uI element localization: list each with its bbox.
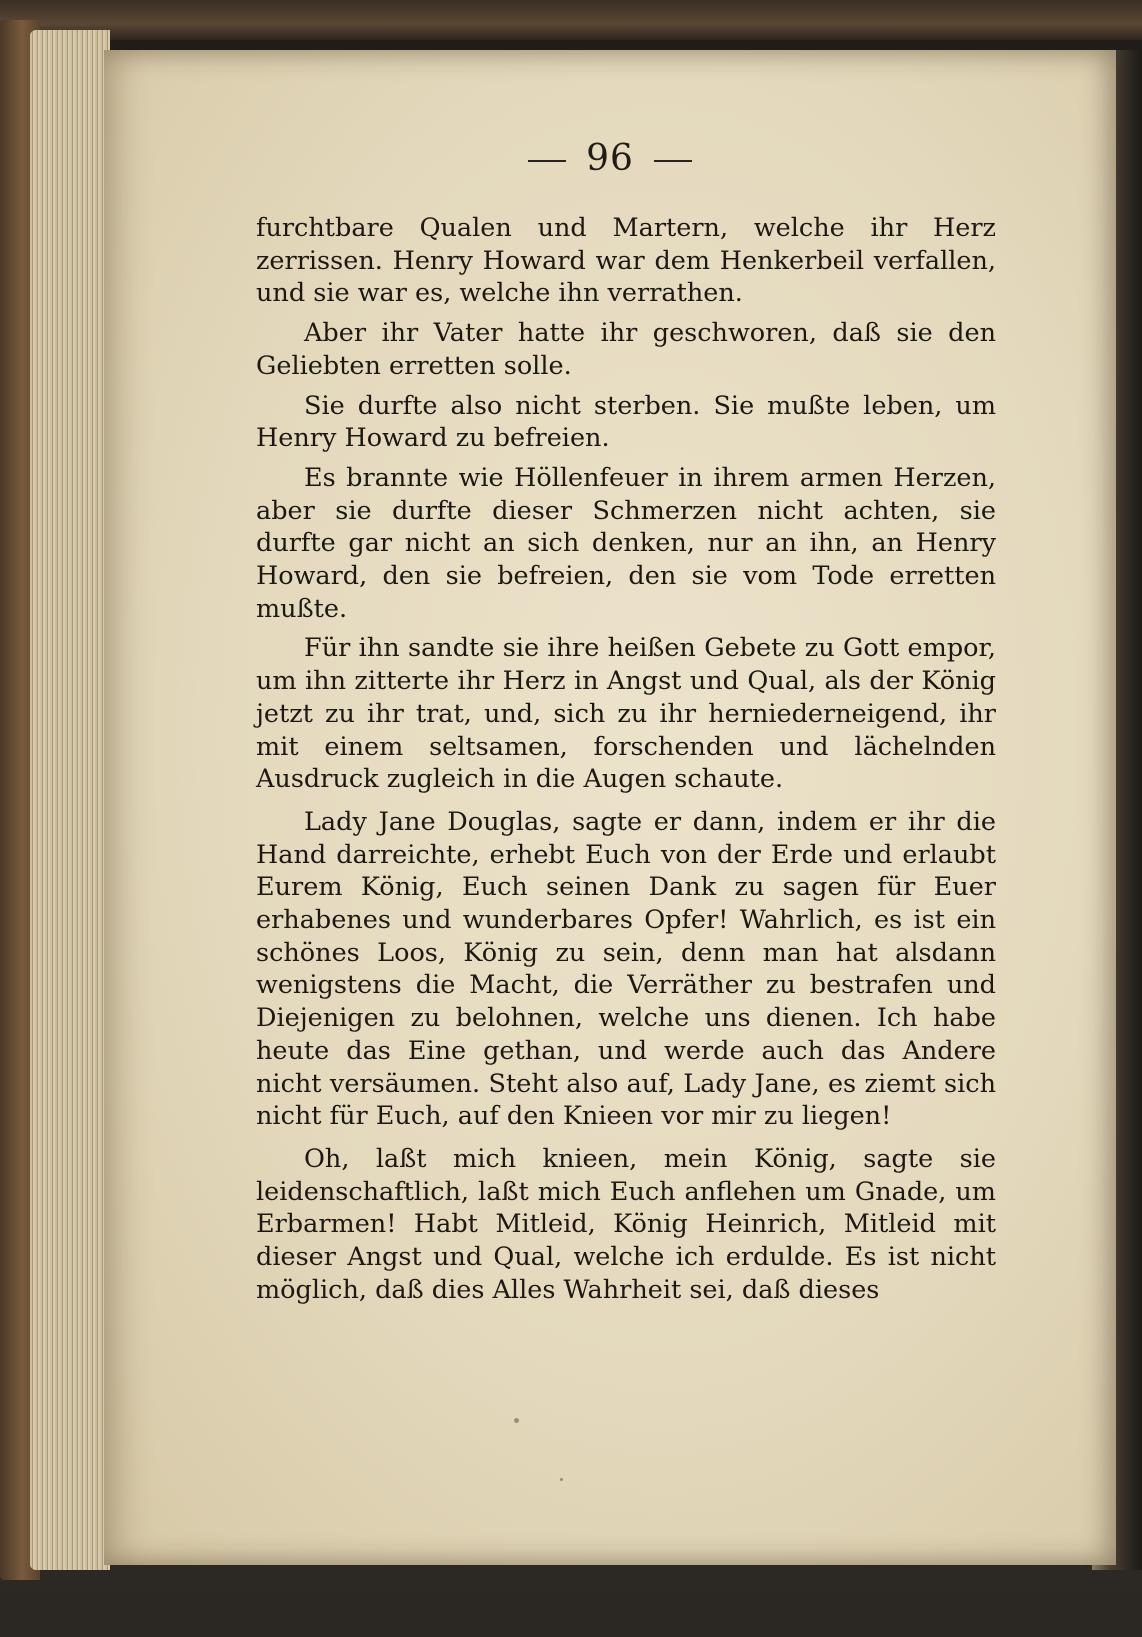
page-edges	[30, 30, 110, 1570]
paragraph-6: Lady Jane Douglas, sagte er dann, indem er ihr die Hand darreichte, erhebt Euch von der Erde und erlaubt Eurem König, Euch seinen Dank zu sagen für Euer erhabenes und wunderbares Opfer! Wahrlich, es ist ein schönes Loos, König zu sein, denn man hat alsdann wenigstens die Macht, die Verräther zu bestrafen und Diejenigen zu belohnen, welche uns dienen. Ich habe heute das Eine gethan, und werde auch das Andere nicht versäumen. Steht also auf, Lady Jane, es ziemt sich nicht für Euch, auf den Knieen vor mir zu liegen!	[256, 806, 996, 1132]
header-dash-left	[528, 160, 566, 162]
book-cover-top	[0, 0, 1142, 40]
paragraph-4: Es brannte wie Höllenfeuer in ihrem armen Herzen, aber sie durfte dieser Schmerzen nicht achten, sie durfte gar nicht an sich denken, nur an ihn, an Henry Howard, den sie befreien, den sie vom Tode erretten mußte.	[256, 462, 996, 624]
paragraph-3: Sie durfte also nicht sterben. Sie mußte leben, um Henry Howard zu befreien.	[256, 390, 996, 454]
paper-speck	[514, 1418, 519, 1423]
page-number: 96	[586, 138, 634, 179]
book-page	[104, 50, 1116, 1565]
paragraph-5: Für ihn sandte sie ihre heißen Gebete zu Gott empor, um ihn zitterte ihr Herz in Angst und Qual, als der König jetzt zu ihr trat, und, sich zu ihr herniederneigend, ihr mit einem seltsamen, forschenden und lächelnden Ausdruck zugleich in die Augen schaute.	[256, 633, 996, 795]
paragraph-1: furchtbare Qualen und Martern, welche ihr Herz zerrissen. Henry Howard war dem Henkerbeil verfallen, und sie war es, welche ihn verrathen.	[256, 213, 996, 309]
paragraph-7: Oh, laßt mich knieen, mein König, sagte sie leidenschaftlich, laßt mich Euch anflehen um Gnade, um Erbarmen! Habt Mitleid, König Heinrich, Mitleid mit dieser Angst und Qual, welche ich erdulde. Es ist nicht möglich, daß dies Alles Wahrheit sei, daß dieses	[256, 1143, 996, 1305]
paragraph-2: Aber ihr Vater hatte ihr geschworen, daß sie den Geliebten erretten solle.	[256, 318, 996, 381]
header-dash-right	[654, 160, 692, 162]
body-text	[256, 212, 996, 1314]
page-header	[104, 138, 1116, 179]
paper-speck	[560, 1478, 563, 1481]
